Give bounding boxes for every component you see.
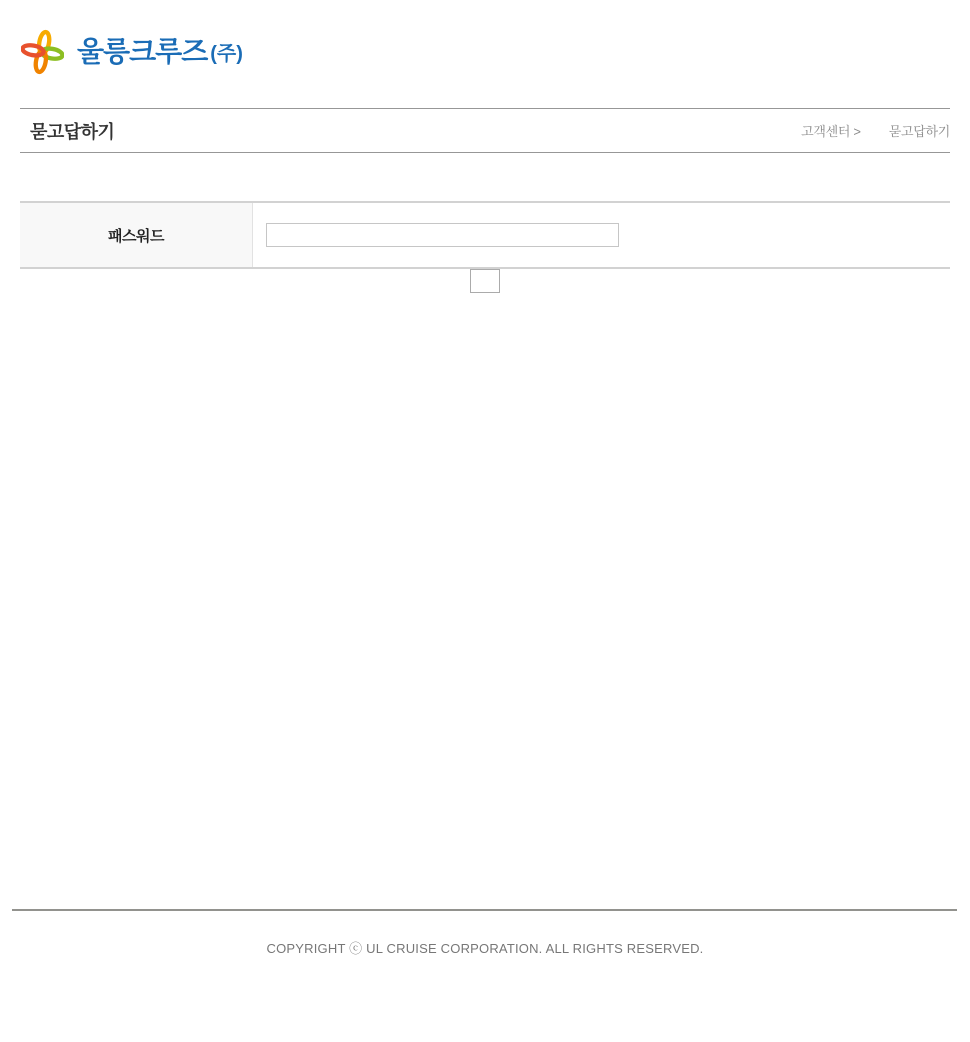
footer-divider	[12, 909, 957, 911]
logo-company-suffix: (주)	[210, 42, 243, 65]
breadcrumb-current: 묻고답하기	[888, 124, 950, 139]
submit-button[interactable]	[470, 269, 500, 293]
page-title-bar	[20, 108, 950, 153]
logo-company-name: 울릉크루즈	[77, 36, 208, 67]
password-input-cell	[253, 203, 950, 267]
password-label-cell	[20, 203, 253, 267]
password-input[interactable]	[266, 223, 619, 247]
flower-pinwheel-icon	[21, 27, 64, 77]
footer-copyright: COPYRIGHT ⓒ UL CRUISE CORPORATION. ALL RIGHTS RESERVED.	[266, 941, 704, 956]
breadcrumb	[801, 121, 950, 140]
page-title: 묻고답하기	[30, 121, 115, 142]
password-form-table	[20, 201, 950, 269]
password-label: 패스워드	[108, 227, 164, 245]
site-logo[interactable]	[21, 27, 243, 77]
breadcrumb-parent[interactable]: 고객센터 >	[801, 124, 861, 139]
